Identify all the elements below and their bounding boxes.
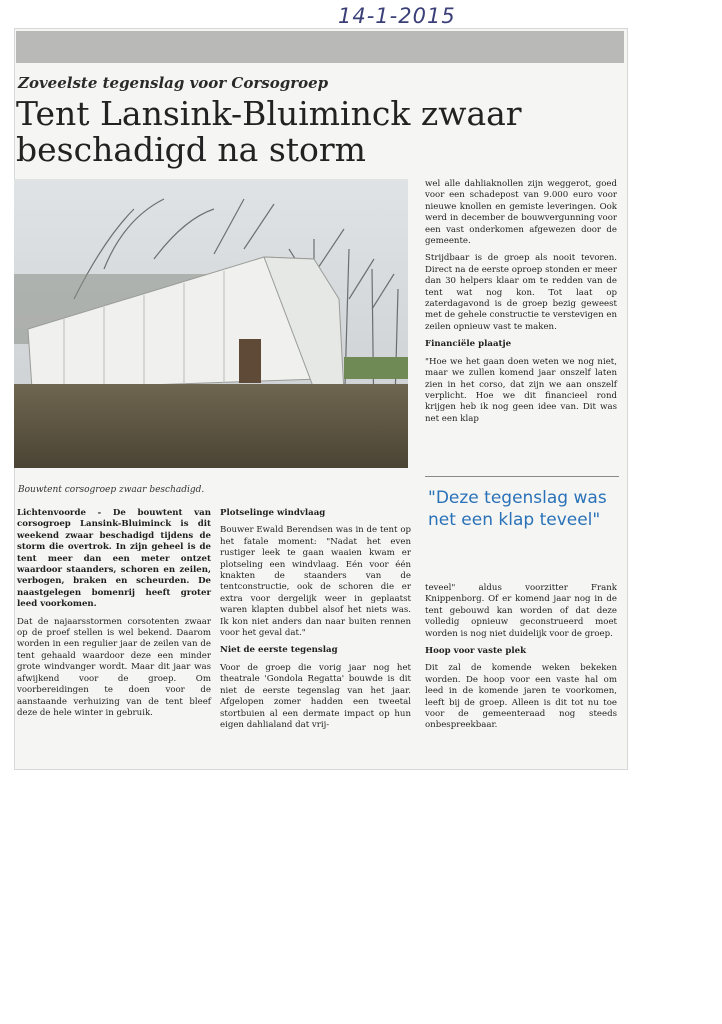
article-column-3-bottom [425, 583, 617, 738]
body-paragraph: Bouwer Ewald Berendsen was in de tent op het fatale moment: "Nadat het even rustiger leek te gaan waaien kwam er plotseling een windvlaag. Eén voor één knakten de staanders van de tentconstructie, ook de schoren die er extra voor dergelijk weer in geplaatst waren klapten dubbel alsof het niets was. Ik kon niet anders dan naar buiten rennen voor het geval dat." [220, 525, 411, 639]
subheading: Plotselinge windvlaag [220, 508, 326, 518]
tent-photo [14, 179, 408, 468]
subheading: Hoop voor vaste plek [425, 646, 527, 657]
body-paragraph: Strijdbaar is de groep als nooit tevoren. Direct na de eerste oproep stonden er meer dan 30 helpers klaar om te redden van de tent wat nog kon. Tot laat op zaterdagavond is de groep bezig geweest met de gehele constructie te verstevigen en zeilen opnieuw vast te maken. [425, 253, 617, 332]
article-headline: Tent Lansink-Bluiminck zwaar beschadigd na storm [16, 94, 522, 169]
subheading: Financiële plaatje [425, 339, 512, 350]
body-paragraph: Voor de groep die vorig jaar nog het theatrale 'Gondola Regatta' bouwde is dit niet de eerste tegenslag van het jaar. Afgelopen zomer hadden een tweetal stortbuien al een dermate impact op hun eigen dahlialand dat vrij- [220, 662, 411, 730]
handwritten-date: 14-1-2015 [338, 4, 456, 28]
body-paragraph: wel alle dahliaknollen zijn weggerot, goed voor een schadepost van 9.000 euro voor nieuwe knollen en gemiste leveringen. Ook werd in december de bouwvergunning voor een vast onderkomen afgewezen door de gemeente. [425, 179, 617, 247]
body-paragraph: Dat de najaarsstormen corsotenten zwaar op de proef stellen is wel bekend. Daarom worden in een regulier jaar de zeilen van de tent gehaald waardoor deze een minder grote windvanger wordt. Maar dit jaar was afwijkend voor de groep. Om voorbereidingen te doen voor de aanstaande verhuizing van de tent bleef deze de hele winter in gebruik. [17, 616, 211, 718]
article-kicker: Zoveelste tegenslag voor Corsogroep [18, 74, 329, 92]
article-column-3-top [425, 179, 617, 431]
body-paragraph: "Hoe we het gaan doen weten we nog niet, maar we zullen komend jaar onszelf laten zien in het corso, dat zijn we aan onszelf verplicht. Hoe we dit financieel rond krijgen heb ik nog geen idee van. Dit was net een klap [425, 356, 617, 424]
divider [425, 476, 619, 477]
pull-quote: "Deze tegenslag was net een klap teveel" [428, 488, 607, 530]
article-column-1 [17, 508, 211, 725]
photo-caption: Bouwtent corsogroep zwaar beschadigd. [18, 485, 205, 495]
subheading: Niet de eerste tegenslag [220, 645, 338, 656]
lead-paragraph: Lichtenvoorde - De bouwtent van corsogroep Lansink-Bluiminck is dit weekend zwaar beschadigd tijdens de storm die overtrok. In zijn geheel is de tent meer dan een meter ontzet waardoor staanders, schoren en zeilen, verbogen, braken en scheurden. De naastgelegen bomenrij heeft groter leed voorkomen. [17, 508, 211, 610]
body-paragraph: teveel" aldus voorzitter Frank Knippenborg. Of er komend jaar nog in de tent gebouwd kan worden of dat deze volledig opnieuw geconstrueerd moet worden is nog niet duidelijk voor de groep. [425, 583, 617, 639]
article-column-2 [220, 508, 411, 737]
header-bar [16, 31, 624, 63]
body-paragraph: Dit zal de komende weken bekeken worden. De hoop voor een vaste hal om leed in de komende jaren te voorkomen, leeft bij de groep. Alleen is dit tot nu toe voor de gemeenteraad nog steeds onbespreekbaar. [425, 663, 617, 731]
